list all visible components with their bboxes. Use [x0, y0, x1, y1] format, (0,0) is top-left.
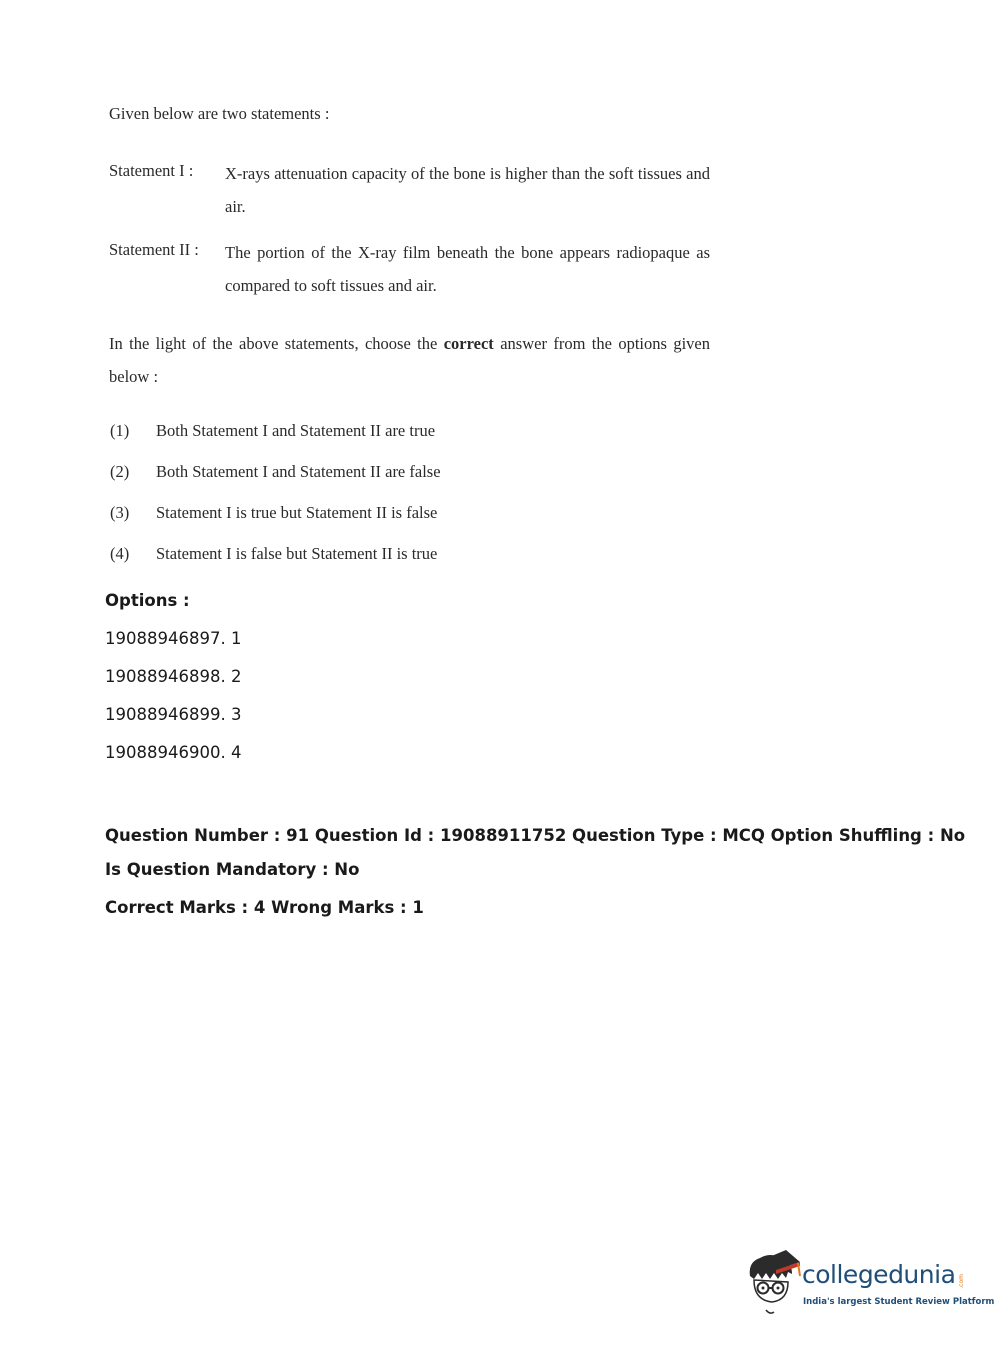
instruction-post: answer from the options given below : — [109, 334, 710, 386]
statement-2-label: Statement II : — [109, 240, 199, 259]
choice-3-number: (3) — [110, 503, 130, 522]
statement-2-text: The portion of the X-ray film beneath the bone appears radiopaque as compared to soft tissues and air. — [225, 243, 710, 295]
choice-4 — [110, 544, 437, 564]
question-intro: Given below are two statements : — [109, 104, 330, 123]
choice-2-number: (2) — [110, 462, 130, 481]
statement-1-text: X-rays attenuation capacity of the bone is higher than the soft tissues and air. — [225, 164, 710, 216]
logo-tagline: India's largest Student Review Platform — [803, 1297, 995, 1307]
instruction-pre: In the light of the above statements, choose the — [109, 334, 444, 353]
student-mascot-icon — [742, 1248, 804, 1320]
option-id-2: 19088946898. 2 — [105, 667, 242, 686]
options-heading: Options : — [105, 591, 190, 610]
option-id-4: 19088946900. 4 — [105, 743, 242, 762]
option-id-1: 19088946897. 1 — [105, 629, 242, 648]
choice-1-number: (1) — [110, 421, 130, 440]
choice-1-text: Both Statement I and Statement II are true — [156, 421, 436, 440]
choice-2 — [110, 462, 441, 482]
choice-4-number: (4) — [110, 544, 130, 563]
logo-wordmark: collegedunia — [802, 1260, 956, 1289]
logo-dotcom: .com — [958, 1274, 965, 1289]
choice-4-text: Statement I is false but Statement II is true — [156, 544, 438, 563]
instruction-emphasis: correct — [443, 334, 494, 353]
question-info-line: Question Number : 91 Question Id : 19088911752 Question Type : MCQ Option Shuffling : No — [105, 826, 966, 845]
choice-3 — [110, 503, 437, 523]
collegedunia-logo — [742, 1248, 995, 1320]
question-marks-line: Correct Marks : 4 Wrong Marks : 1 — [105, 898, 424, 917]
statement-1-label: Statement I : — [109, 161, 194, 180]
choice-2-text: Both Statement I and Statement II are false — [156, 462, 441, 481]
choice-3-text: Statement I is true but Statement II is false — [156, 503, 438, 522]
question-mandatory-line: Is Question Mandatory : No — [105, 860, 360, 879]
option-id-3: 19088946899. 3 — [105, 705, 242, 724]
choice-1 — [110, 421, 435, 441]
question-instruction — [109, 327, 710, 393]
